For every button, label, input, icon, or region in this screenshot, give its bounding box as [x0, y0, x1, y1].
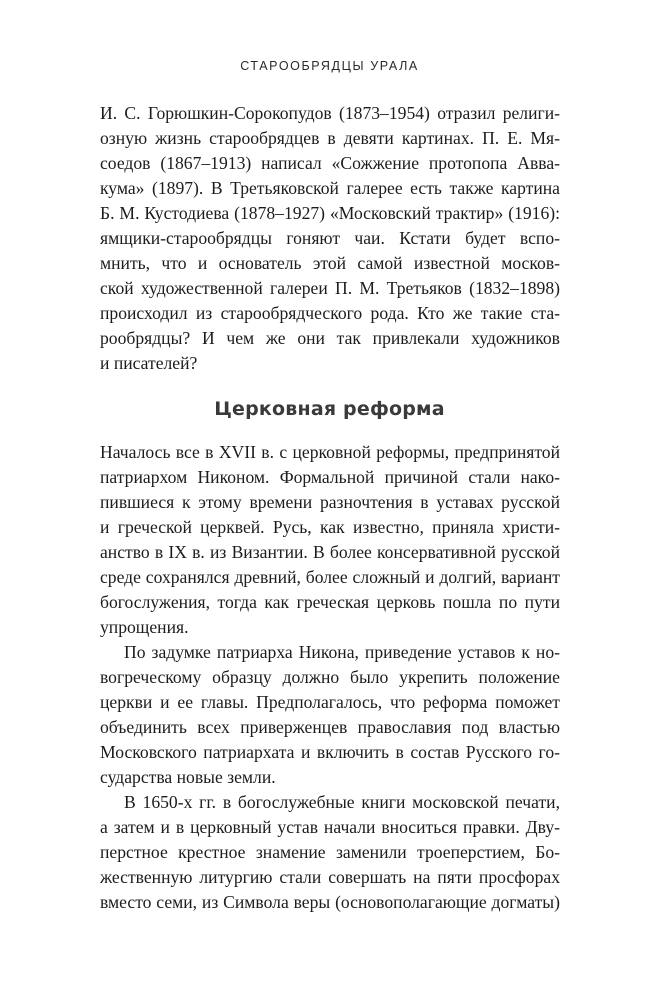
text-line: происходил из старообрядческого рода. Кто же такие ста- [100, 303, 560, 323]
text-line: вогреческому образцу должно было укрепить положение [100, 667, 560, 687]
text-line: Началось все в XVII в. с церковной реформы, предпринятой [100, 442, 560, 462]
text-line: По задумке патриарха Никона, приведение уставов к но- [124, 642, 560, 662]
text-line: озную жизнь старообрядцев в девяти картинах. П. Е. Мя- [100, 128, 560, 148]
text-line: сударства новые земли. [100, 767, 276, 787]
text-line: Московского патриархата и включить в состав Русского го- [100, 742, 560, 762]
text-line: богослужения, тогда как греческая церковь пошла по пути [100, 592, 560, 612]
body-text [100, 440, 560, 915]
text-line: церкви и ее главы. Предполагалось, что реформа поможет [100, 692, 560, 712]
text-line: анство в IX в. из Византии. В более консервативной русской [100, 542, 560, 562]
text-line: патриархом Никоном. Формальной причиной стали нако- [100, 467, 560, 487]
text-line: В 1650-х гг. в богослужебные книги московской печати, [124, 792, 560, 812]
text-line: соедов (1867–1913) написал «Сожжение протопопа Авва- [100, 153, 560, 173]
text-line: вместо семи, из Символа веры (основополагающие догматы) [100, 892, 560, 912]
text-line: среде сохранялся древний, более сложный и долгий, вариант [100, 567, 560, 587]
text-line: ской художественной галереи П. М. Третьяков (1832–1898) [100, 278, 560, 298]
text-line: а затем и в церковный устав начали вноситься правки. Дву- [100, 817, 560, 837]
text-line: жественную литургию стали совершать на пяти просфорах [100, 867, 560, 887]
text-line: упрощения. [100, 617, 189, 637]
text-line: рообрядцы? И чем же они так привлекали художников [100, 328, 560, 348]
text-line: Б. М. Кустодиева (1878–1927) «Московский трактир» (1916): [100, 203, 560, 223]
text-line: пившиеся к этому времени разночтения в уставах русской [100, 492, 560, 512]
text-line: мнить, что и основатель этой самой известной москов- [100, 253, 560, 273]
text-line: объединить всех приверженцев православия под властью [100, 717, 560, 737]
text-line: и греческой церквей. Русь, как известно, приняла христи- [100, 517, 560, 537]
text-line: И. С. Горюшкин-Сорокопудов (1873–1954) отразил религи- [100, 103, 560, 123]
running-head: СТАРООБРЯДЦЫ УРАЛА [240, 59, 419, 73]
text-line: перстное крестное знамение заменили троеперстием, Бо- [100, 842, 560, 862]
text-line: и писателей? [100, 353, 198, 373]
text-line: кума» (1897). В Третьяковской галерее есть также картина [100, 178, 560, 198]
intro-paragraph [100, 101, 560, 376]
section-heading: Церковная реформа [214, 398, 445, 420]
text-line: ямщики-старообрядцы гоняют чаи. Кстати будет вспо- [100, 228, 560, 248]
